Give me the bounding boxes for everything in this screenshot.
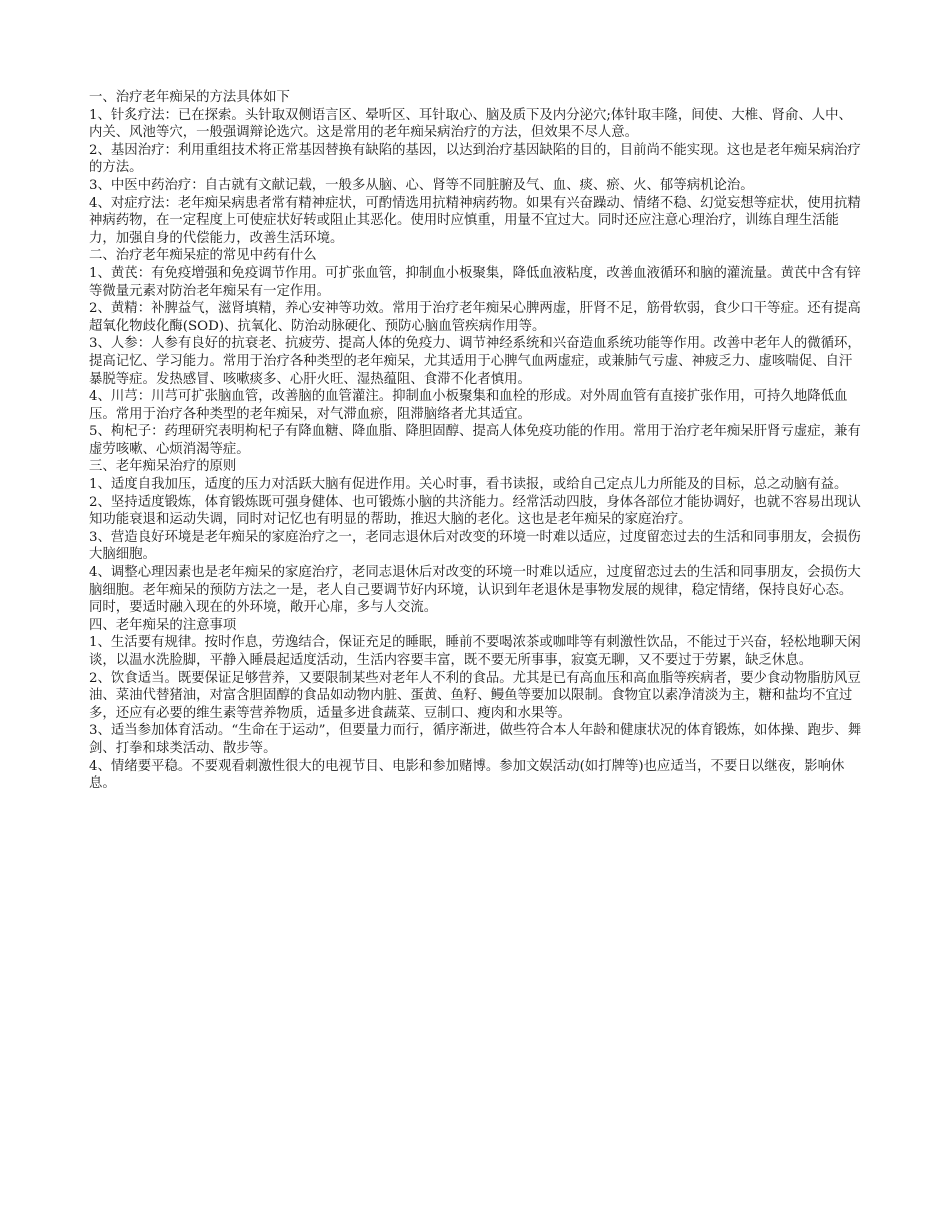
paragraph: 3、人参：人参有良好的抗衰老、抗疲劳、提高人体的免疫力、调节神经系统和兴奋造血系统功能等作用。改善中老年人的微循环，提高记忆、学习能力。常用于治疗各种类型的老年痴呆，尤其适用于心脾气血两虚症，或兼肺气亏虚、神疲乏力、虚咳喘促、自汗暴脱等症。发热感冒、咳嗽痰多、心肝火旺、湿热蕴阻、食滞不化者慎用。: [89, 336, 861, 387]
section-precautions: [89, 617, 864, 793]
section-heading: 二、治疗老年痴呆症的常见中药有什么: [89, 248, 317, 264]
paragraph: 2、饮食适当。既要保证足够营养，又要限制某些对老年人不利的食品。尤其是已有高血压和高血脂等疾病者，要少食动物脂肪风豆油、菜油代替猪油，对富含胆固醇的食品如动物内脏、蛋黄、鱼籽、鳗鱼等要加以限制。食物宜以素净清淡为主，糖和盐均不宜过多，还应有必要的维生素等营养物质，适量多进食蔬菜、豆制口、瘦肉和水果等。: [89, 670, 861, 721]
document-body: [89, 89, 864, 793]
section-common-herbs: [89, 247, 864, 458]
paragraph: 3、适当参加体育活动。“生命在于运动”，但要量力而行，循序渐进，做些符合本人年龄和健康状况的体育锻炼，如体操、跑步、舞剑、打拳和球类活动、散步等。: [89, 723, 862, 756]
paragraph: 2、坚持适度锻炼，体育锻炼既可强身健体、也可锻炼小脑的共济能力。经常活动四肢，身体各部位才能协调好，也就不容易出现认知功能衰退和运动失调，同时对记忆也有明显的帮助，推迟大脑的老化。这也是老年痴呆的家庭治疗。: [89, 494, 861, 528]
section-treatment-principles: [89, 458, 864, 616]
paragraph: 4、对症疗法：老年痴呆病患者常有精神症状，可酌情选用抗精神病药物。如果有兴奋躁动、情绪不稳、幻觉妄想等症状，使用抗精神病药物，在一定程度上可使症状好转或阻止其恶化。使用时应慎重，用量不宜过大。同时还应注意心理治疗，训练自理生活能力，加强自身的代偿能力，改善生活环境。: [89, 195, 861, 246]
paragraph: 5、枸杞子：药理研究表明枸杞子有降血糖、降血脂、降胆固醇、提高人体免疫功能的作用。常用于治疗老年痴呆肝肾亏虚症，兼有虚劳咳嗽、心烦消渴等症。: [89, 424, 861, 457]
section-heading: 三、老年痴呆治疗的原则: [89, 459, 237, 475]
section-treatment-methods: [89, 89, 864, 247]
paragraph: 1、适度自我加压，适度的压力对活跃大脑有促进作用。关心时事，看书读报，或给自己定点儿力所能及的目标，总之动脑有益。: [89, 477, 848, 493]
paragraph: 2、黄精：补脾益气，滋肾填精，养心安神等功效。常用于治疗老年痴呆心脾两虚，肝肾不足，筋骨软弱，食少口干等症。还有提高超氧化物歧化酶(SOD)、抗氧化、防治动脉硬化、预防心脑血管疾病作用等。: [89, 301, 861, 334]
paragraph: 4、情绪要平稳。不要观看刺激性很大的电视节目、电影和参加赌博。参加文娱活动(如打牌等)也应适当，不要日以继夜，影响休息。: [89, 758, 845, 792]
section-heading: 一、治疗老年痴呆的方法具体如下: [89, 90, 290, 105]
paragraph: 4、川芎：川芎可扩张脑血管，改善脑的血管灌注。抑制血小板聚集和血栓的形成。对外周血管有直接扩张作用，可持久地降低血压。常用于治疗各种类型的老年痴呆，对气滞血瘀，阻滞脑络者尤其适宜。: [89, 389, 848, 422]
paragraph: 3、中医中药治疗：自古就有文献记载，一般多从脑、心、肾等不同脏腑及气、血、痰、瘀、火、郁等病机论治。: [89, 177, 754, 193]
paragraph: 1、生活要有规律。按时作息，劳逸结合，保证充足的睡眠，睡前不要喝浓茶或咖啡等有刺激性饮品，不能过于兴奋，轻松地聊天闲谈，以温水洗脸脚，平静入睡晨起适度活动，生活内容要丰富，既不要无所事事，寂寞无聊，又不要过于劳累，缺乏休息。: [89, 635, 861, 668]
paragraph: 2、基因治疗：利用重组技术将正常基因替换有缺陷的基因，以达到治疗基因缺陷的目的，目前尚不能实现。这也是老年痴呆病治疗的方法。: [89, 142, 861, 176]
paragraph: 3、营造良好环境是老年痴呆的家庭治疗之一，老同志退休后对改变的环境一时难以适应，过度留恋过去的生活和同事朋友，会损伤大脑细胞。: [89, 529, 861, 563]
paragraph: 1、针炙疗法：已在探索。头针取双侧语言区、晕听区、耳针取心、脑及质下及内分泌穴;体针取丰隆，间使、大椎、肾俞、人中、内关、风池等穴，一般强调辩论选穴。这是常用的老年痴呆病治疗的方法，但效果不尽人意。: [89, 107, 852, 141]
paragraph: 1、黄芪：有免疫增强和免疫调节作用。可扩张血管，抑制血小板聚集，降低血液粘度，改善血液循环和脑的灌流量。黄芪中含有锌等微量元素对防治老年痴呆有一定作用。: [89, 265, 861, 299]
paragraph: 4、调整心理因素也是老年痴呆的家庭治疗，老同志退休后对改变的环境一时难以适应，过度留恋过去的生活和同事朋友，会损伤大脑细胞。老年痴呆的预防方法之一是，老人自己要调节好内环境，认识到年老退休是事物发展的规律，稳定情绪，保持良好心态。同时，要适时融入现在的外环境，敞开心扉，多与人交流。: [89, 565, 861, 616]
section-heading: 四、老年痴呆的注意事项: [89, 617, 237, 633]
